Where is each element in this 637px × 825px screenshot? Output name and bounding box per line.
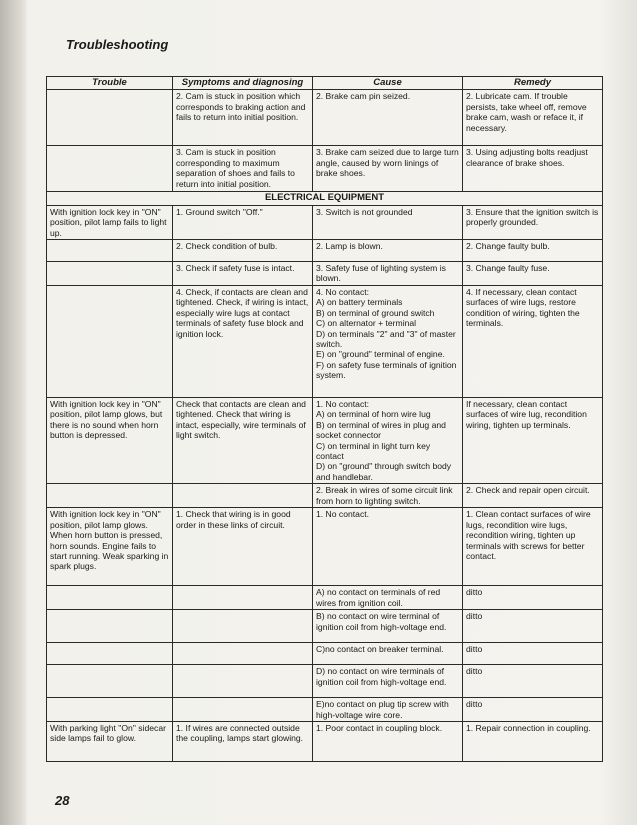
table-row xyxy=(47,610,603,643)
trouble-cell xyxy=(47,665,173,698)
cause-cell: A) no contact on terminals of red wires from ignition coil. xyxy=(313,586,463,610)
header-remedy: Remedy xyxy=(463,77,603,90)
cause-cell: C)no contact on breaker terminal. xyxy=(313,643,463,665)
symptom-cell: 1. If wires are connected outside the coupling, lamps start glowing. xyxy=(173,721,313,761)
cause-cell: 1. No contact. xyxy=(313,508,463,586)
section-header-row xyxy=(47,192,603,205)
header-trouble: Trouble xyxy=(47,77,173,90)
symptom-cell: Check that contacts are clean and tightened. Check that wiring is intact, especially, wire terminals of light switch. xyxy=(173,398,313,484)
table-row xyxy=(47,398,603,484)
remedy-cell: 1. Repair connection in coupling. xyxy=(463,721,603,761)
remedy-cell: ditto xyxy=(463,610,603,643)
remedy-cell: ditto xyxy=(463,586,603,610)
remedy-cell: 4. If necessary, clean contact surfaces of wire lugs, restore condition of wiring, tighten the terminals. xyxy=(463,286,603,398)
trouble-cell: With ignition lock key in "ON" position, pilot lamp fails to light up. xyxy=(47,205,173,239)
cause-cell: 3. Safety fuse of lighting system is blown. xyxy=(313,262,463,286)
table-row xyxy=(47,508,603,586)
remedy-cell: 2. Change faulty bulb. xyxy=(463,240,603,262)
table-row xyxy=(47,665,603,698)
table-row xyxy=(47,205,603,239)
trouble-cell xyxy=(47,240,173,262)
header-cause: Cause xyxy=(313,77,463,90)
table-row xyxy=(47,643,603,665)
cause-cell: 3. Switch is not grounded xyxy=(313,205,463,239)
trouble-cell xyxy=(47,586,173,610)
trouble-cell xyxy=(47,610,173,643)
table-row xyxy=(47,721,603,761)
cause-cell: 2. Lamp is blown. xyxy=(313,240,463,262)
table-row xyxy=(47,586,603,610)
remedy-cell: 1. Clean contact surfaces of wire lugs, recondition wire lugs, recondition wiring, tighten up terminals with screws for better contact. xyxy=(463,508,603,586)
table-row xyxy=(47,90,603,146)
cause-cell: 3. Brake cam seized due to large turn angle, caused by worn linings of brake shoes. xyxy=(313,146,463,192)
cause-cell: 2. Brake cam pin seized. xyxy=(313,90,463,146)
table-row xyxy=(47,262,603,286)
symptom-cell xyxy=(173,610,313,643)
cause-cell: B) no contact on wire terminal of ignition coil from high-voltage end. xyxy=(313,610,463,643)
cause-cell: 1. Poor contact in coupling block. xyxy=(313,721,463,761)
cause-cell: 1. No contact: A) on terminal of horn wire lug B) on terminal of wires in plug and socket connector C) on terminal in light turn key contact D) on "ground" through switch body and handlebar. xyxy=(313,398,463,484)
symptom-cell: 2. Cam is stuck in position which corresponds to braking action and fails to return into initial position. xyxy=(173,90,313,146)
table-header-row xyxy=(47,77,603,90)
remedy-cell: 2. Lubricate cam. If trouble persists, take wheel off, remove brake cam, wash or reface it, if necessary. xyxy=(463,90,603,146)
table-row xyxy=(47,484,603,508)
symptom-cell: 2. Check condition of bulb. xyxy=(173,240,313,262)
remedy-cell: ditto xyxy=(463,643,603,665)
section-title: Troubleshooting xyxy=(66,37,169,52)
remedy-cell: ditto xyxy=(463,698,603,722)
page-number: 28 xyxy=(55,793,70,808)
symptom-cell xyxy=(173,586,313,610)
remedy-cell: ditto xyxy=(463,665,603,698)
trouble-cell xyxy=(47,146,173,192)
trouble-cell xyxy=(47,698,173,722)
remedy-cell: 2. Check and repair open circuit. xyxy=(463,484,603,508)
trouble-cell xyxy=(47,286,173,398)
remedy-cell: 3. Using adjusting bolts readjust clearance of brake shoes. xyxy=(463,146,603,192)
remedy-cell: 3. Ensure that the ignition switch is properly grounded. xyxy=(463,205,603,239)
trouble-cell: With ignition lock key in "ON" position, pilot lamp glows, but there is no sound when horn button is depressed. xyxy=(47,398,173,484)
section-header-electrical: ELECTRICAL EQUIPMENT xyxy=(47,192,603,205)
symptom-cell: 1. Check that wiring is in good order in these links of circuit. xyxy=(173,508,313,586)
symptom-cell: 3. Cam is stuck in position corresponding to maximum separation of shoes and fails to return into initial position. xyxy=(173,146,313,192)
cause-cell: 2. Break in wires of some circuit link from horn to lighting switch. xyxy=(313,484,463,508)
cause-cell: E)no contact on plug tip screw with high-voltage wire core. xyxy=(313,698,463,722)
trouble-cell: With ignition lock key in "ON" position, pilot lamp glows. When horn button is pressed, horn sounds. Engine fails to start running. Weak sparking in spark plugs. xyxy=(47,508,173,586)
symptom-cell xyxy=(173,698,313,722)
cause-cell: D) no contact on wire terminals of ignition coil from high-voltage end. xyxy=(313,665,463,698)
cause-cell: 4. No contact: A) on battery terminals B) on terminal of ground switch C) on alternator + terminal D) on terminals "2" and "3" of master switch. E) on "ground" terminal of engine. F) on safety fuse terminals of ignition system. xyxy=(313,286,463,398)
symptom-cell: 4. Check, if contacts are clean and tightened. Check, if wiring is intact, especially wire lugs at contact terminals of safety fuse block and ignition lock. xyxy=(173,286,313,398)
symptom-cell xyxy=(173,484,313,508)
table-row xyxy=(47,240,603,262)
trouble-cell xyxy=(47,90,173,146)
remedy-cell: 3. Change faulty fuse. xyxy=(463,262,603,286)
trouble-cell: With parking light "On" sidecar side lamps fail to glow. xyxy=(47,721,173,761)
trouble-cell xyxy=(47,484,173,508)
remedy-cell: If necessary, clean contact surfaces of wire lug, recondition wiring, tighten up terminals. xyxy=(463,398,603,484)
table-row xyxy=(47,698,603,722)
table-row xyxy=(47,286,603,398)
page-binding-shadow xyxy=(0,0,26,825)
symptom-cell: 1. Ground switch "Off." xyxy=(173,205,313,239)
trouble-cell xyxy=(47,643,173,665)
troubleshooting-table xyxy=(46,76,603,762)
symptom-cell xyxy=(173,665,313,698)
symptom-cell: 3. Check if safety fuse is intact. xyxy=(173,262,313,286)
header-symptoms: Symptoms and diagnosing xyxy=(173,77,313,90)
symptom-cell xyxy=(173,643,313,665)
table-row xyxy=(47,146,603,192)
trouble-cell xyxy=(47,262,173,286)
